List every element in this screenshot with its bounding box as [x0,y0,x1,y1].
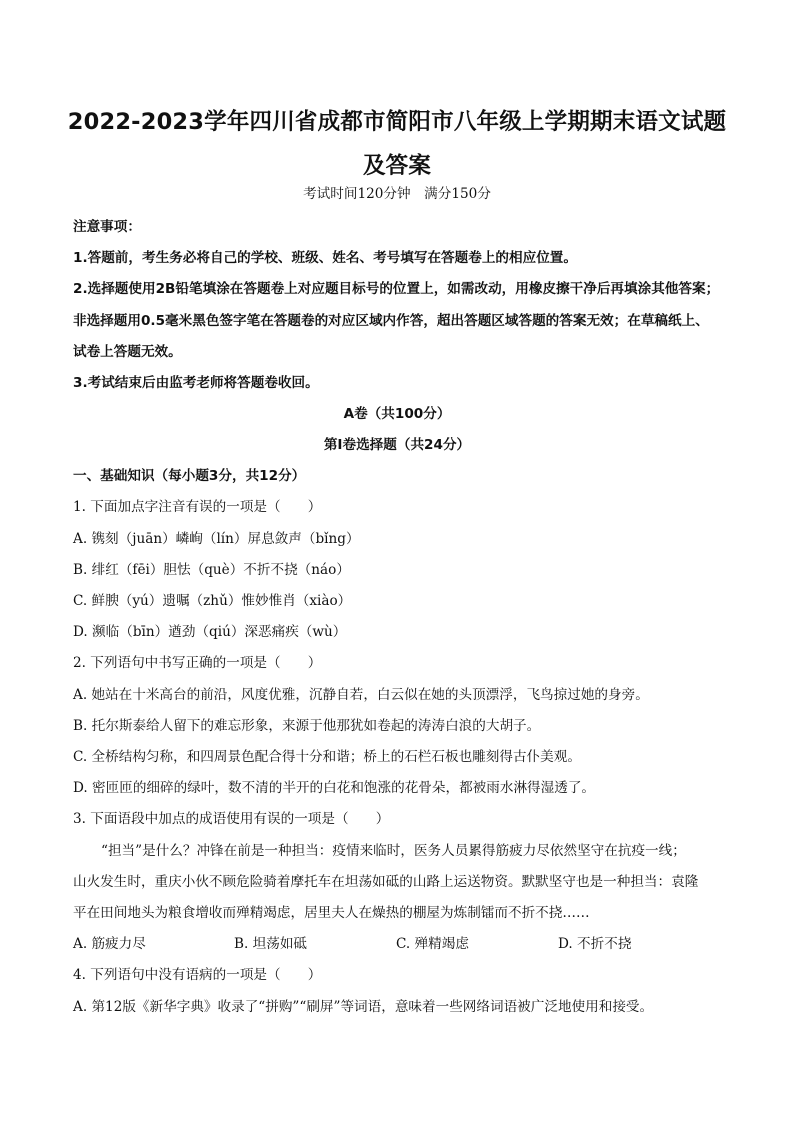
question-3-option-c: C. 殚精竭虑 [396,936,469,952]
question-3-option-b: B. 坦荡如砥 [234,936,308,952]
page-title: 2022-2023学年四川省成都市简阳市八年级上学期期末语文试题及答案 [67,109,727,179]
notice-item-2-cont: 非选择题用0.5毫米黑色签字笔在答题卷的对应区域内作答，超出答题区域答题的答案无效；在草稿纸上、 [73,313,709,329]
notice-item-3: 3.考试结束后由监考老师将答题卷收回。 [73,375,319,391]
question-3-option-d: D. 不折不挠 [558,936,632,952]
notice-item-1: 1.答题前，考生务必将自己的学校、班级、姓名、考号填写在答题卷上的相应位置。 [73,250,577,266]
exam-info: 考试时间120分钟 满分150分 [303,186,491,202]
question-1-option-b: B. 绯红（fēi）胆怯（què）不折不挠（náo） [73,562,350,578]
question-3-passage-line-1: “担当”是什么？冲锋在前是一种担当：疫情来临时，医务人员累得筋疲力尽依然坚守在抗疫一线； [101,843,686,859]
question-2-option-c: C. 全桥结构匀称，和四周景色配合得十分和谐；桥上的石栏石板也雕刻得古仆美观。 [73,749,581,765]
notice-item-2: 2.选择题使用2B铅笔填涂在答题卷上对应题目标号的位置上，如需改动，用橡皮擦干净后再填涂其他答案； [73,281,720,297]
question-1-option-d: D. 濒临（bīn）遒劲（qiú）深恶痛疾（wù） [73,624,347,640]
notice-item-2-end: 试卷上答题无效。 [73,344,182,360]
question-4-stem: 4. 下列语句中没有语病的一项是（ ） [73,967,322,983]
section-a-heading: A卷（共100分） [343,406,451,422]
part-1-heading: 第Ⅰ卷选择题（共24分） [323,437,471,453]
question-2-option-a: A. 她站在十米高台的前沿，风度优雅，沉静自若，白云似在她的头顶漂浮，飞鸟掠过她的身旁。 [73,687,649,703]
question-3-passage-line-2: 山火发生时，重庆小伙不顾危险骑着摩托车在坦荡如砥的山路上运送物资。默默坚守也是一种担当：袁隆 [73,874,699,890]
question-2-option-b: B. 托尔斯泰给人留下的难忘形象，来源于他那犹如卷起的涛涛白浪的大胡子。 [73,718,541,734]
question-2-option-d: D. 密匝匝的细碎的绿叶，数不清的半开的白花和饱涨的花骨朵，都被雨水淋得湿透了。 [73,780,596,796]
question-1-stem: 1. 下面加点字注音有误的一项是（ ） [73,499,322,515]
question-2-stem: 2. 下列语句中书写正确的一项是（ ） [73,655,322,671]
question-3-stem: 3. 下面语段中加点的成语使用有误的一项是（ ） [73,811,390,827]
question-1-option-a: A. 镌刻（juān）嶙峋（lín）屏息敛声（bǐng） [73,531,360,547]
question-3-passage-line-3: 平在田间地头为粮食增收而殚精竭虑，居里夫人在燥热的棚屋为炼制镭而不折不挠…… [73,905,590,921]
question-4-option-a: A. 第12版《新华字典》收录了“拼购”“刷屏”等词语，意味着一些网络词语被广泛地使用和接受。 [73,999,654,1015]
notice-heading: 注意事项： [73,219,141,235]
question-3-option-a: A. 筋疲力尽 [73,936,146,952]
question-1-option-c: C. 鲜腴（yú）遗嘱（zhǔ）惟妙惟肖（xiào） [73,593,352,609]
basic-knowledge-heading: 一、基础知识（每小题3分，共12分） [73,468,306,484]
